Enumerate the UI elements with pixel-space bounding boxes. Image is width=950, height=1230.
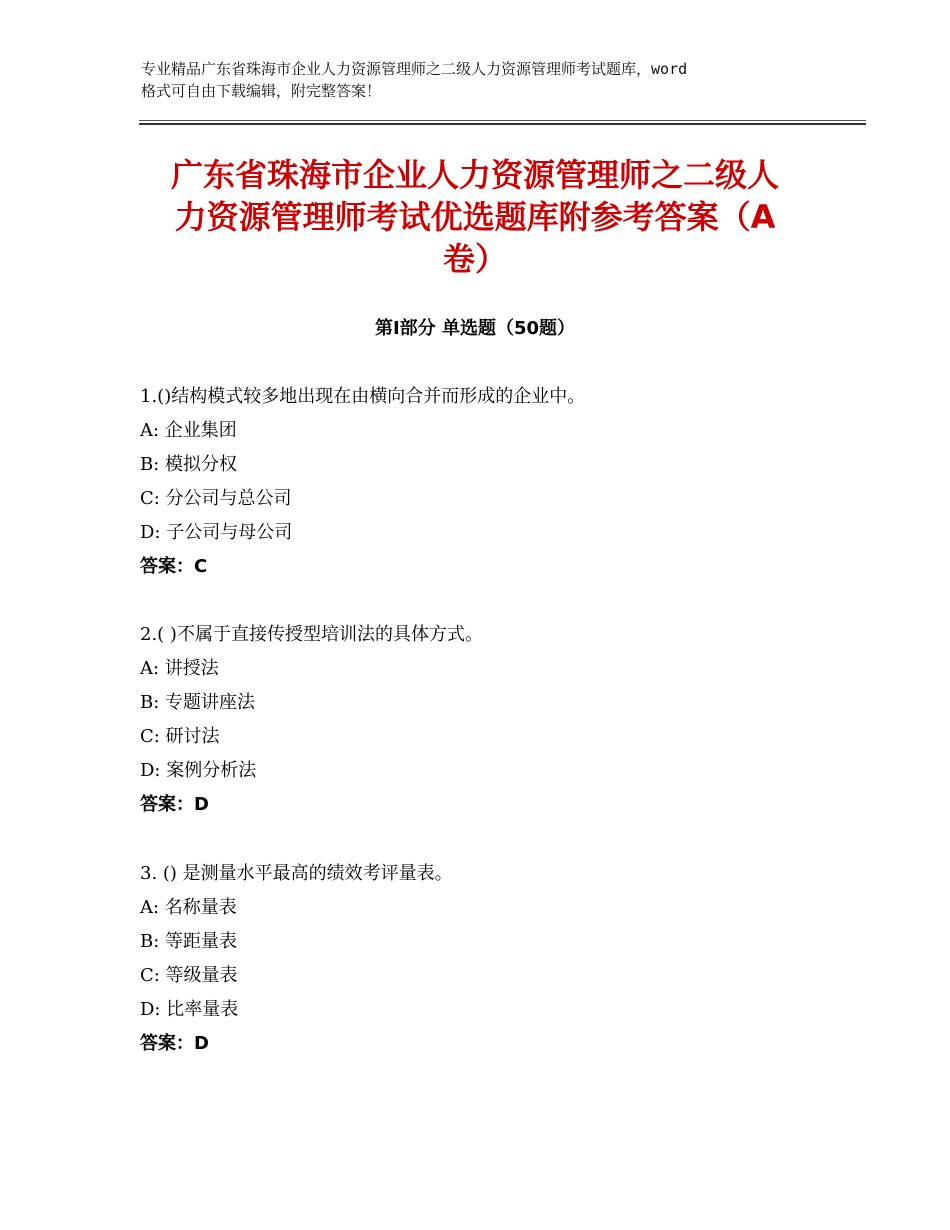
question-2: [140, 618, 860, 822]
header-note-line-2: 格式可自由下载编辑，附完整答案！: [141, 82, 382, 100]
question-stem: 3. () 是测量水平最高的绩效考评量表。: [140, 863, 453, 884]
option-d: D: 案例分析法: [140, 760, 257, 781]
question-1: [140, 380, 860, 584]
option-a: A: 讲授法: [140, 658, 219, 679]
header-divider-thin: [139, 120, 866, 121]
option-a: A: 企业集团: [140, 420, 237, 441]
section-heading: 第Ⅰ部分 单选题（50题）: [374, 318, 575, 339]
title-line-1: 广东省珠海市企业人力资源管理师之二级人: [170, 156, 779, 194]
answer-line: 答案：C: [140, 556, 208, 577]
answer-line: 答案：D: [140, 1033, 209, 1054]
option-a: A: 名称量表: [140, 897, 237, 918]
question-stem: 1.()结构模式较多地出现在由横向合并而形成的企业中。: [140, 386, 586, 407]
answer-line: 答案：D: [140, 794, 209, 815]
title-line-2: 力资源管理师考试优选题库附参考答案（A: [174, 198, 776, 236]
header-note-line-1: 专业精品广东省珠海市企业人力资源管理师之二级人力资源管理师考试题库，word: [141, 60, 688, 78]
option-b: B: 等距量表: [140, 931, 238, 952]
question-3: [140, 857, 860, 1061]
option-d: D: 子公司与母公司: [140, 522, 293, 543]
header-divider-thick: [139, 123, 866, 125]
option-c: C: 研讨法: [140, 726, 220, 747]
document-title: [140, 154, 810, 280]
option-d: D: 比率量表: [140, 999, 239, 1020]
option-c: C: 分公司与总公司: [140, 488, 292, 509]
option-c: C: 等级量表: [140, 965, 238, 986]
header-note: [141, 58, 841, 102]
question-stem: 2.( )不属于直接传授型培训法的具体方式。: [140, 624, 483, 645]
option-b: B: 专题讲座法: [140, 692, 256, 713]
title-line-3: 卷）: [442, 240, 507, 278]
option-b: B: 模拟分权: [140, 454, 238, 475]
